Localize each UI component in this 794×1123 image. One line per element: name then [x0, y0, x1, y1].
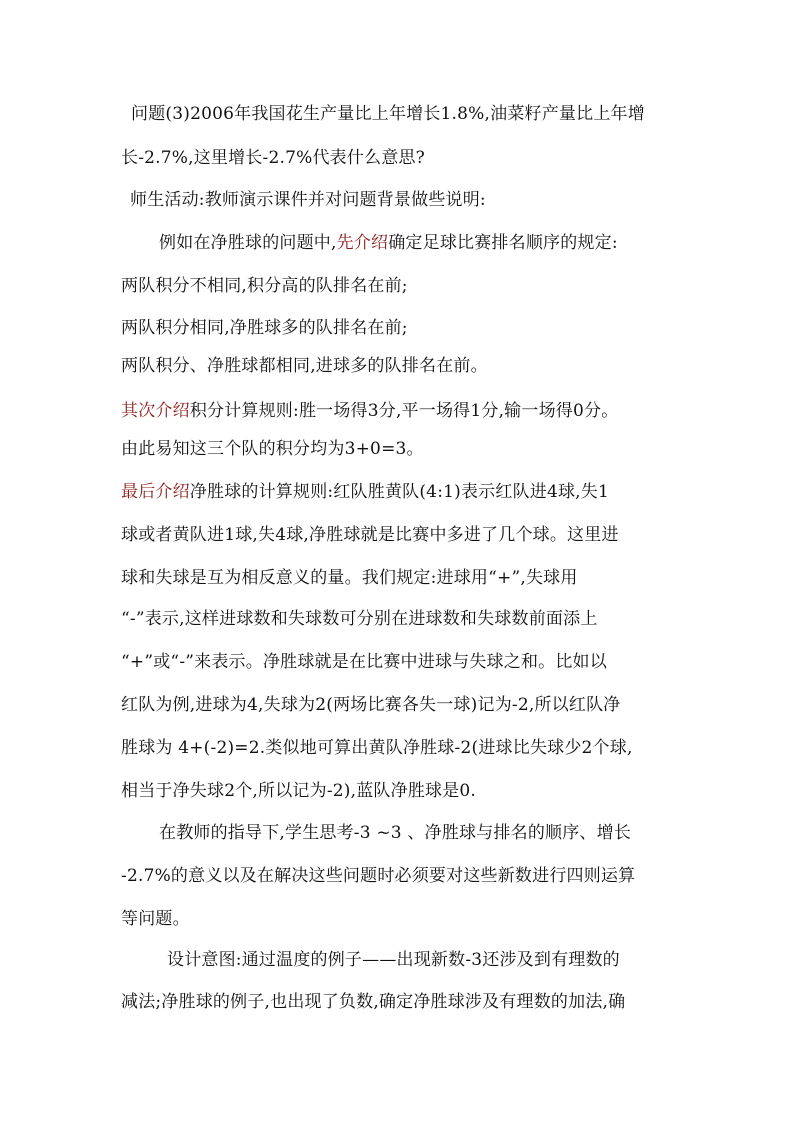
scoring-suffix: 积分计算规则:胜一场得3分,平一场得1分,输一场得0分。 — [189, 401, 619, 421]
scoring-line-1 — [121, 399, 618, 423]
design-line-1: 设计意图:通过温度的例子——出现新数-3还涉及到有理数的 — [167, 950, 620, 970]
thinking-line-2: -2.7%的意义以及在解决这些问题时必须要对这些新数进行四则运算 — [121, 866, 636, 886]
scoring-highlight: 其次介绍 — [121, 401, 190, 421]
example-intro-highlight: 先介绍 — [336, 233, 389, 253]
goal-diff-suffix: 净胜球的计算规则:红队胜黄队(4:1)表示红队进4球,失1 — [189, 482, 609, 502]
activity-line: 师生活动:教师演示课件并对问题背景做些说明: — [130, 190, 486, 210]
example-intro-line — [159, 231, 618, 255]
goal-diff-line-2: 球或者黄队进1球,失4球,净胜球就是比赛中多进了几个球。这里进 — [121, 525, 619, 545]
goal-diff-line-1 — [121, 480, 609, 504]
example-intro-suffix: 确定足球比赛排名顺序的规定: — [388, 233, 618, 253]
question3-line2: 长-2.7%,这里增长-2.7%代表什么意思? — [121, 148, 425, 168]
goal-diff-line-6: 红队为例,进球为4,失球为2(两场比赛各失一球)记为-2,所以红队净 — [121, 695, 621, 715]
rule-line-3: 两队积分、净胜球都相同,进球多的队排名在前。 — [121, 356, 488, 376]
question3-line1: 问题(3)2006年我国花生产量比上年增长1.8%,油菜籽产量比上年增 — [131, 104, 645, 124]
scoring-line-2: 由此易知这三个队的积分均为3+0=3。 — [121, 439, 424, 459]
thinking-line-3: 等问题。 — [121, 909, 190, 929]
goal-diff-line-4: “-”表示,这样进球数和失球数可分别在进球数和失球数前面添上 — [121, 609, 598, 629]
goal-diff-line-7: 胜球为 4+(-2)=2.类似地可算出黄队净胜球-2(进球比失球少2个球, — [121, 738, 633, 758]
goal-diff-line-8: 相当于净失球2个,所以记为-2),蓝队净胜球是0. — [121, 781, 477, 801]
example-intro-prefix: 例如在净胜球的问题中, — [159, 233, 337, 253]
rule-line-1: 两队积分不相同,积分高的队排名在前; — [121, 276, 408, 296]
rule-line-2: 两队积分相同,净胜球多的队排名在前; — [121, 318, 408, 338]
goal-diff-line-5: “+”或“-”来表示。净胜球就是在比赛中进球与失球之和。比如以 — [121, 652, 607, 672]
goal-diff-highlight: 最后介绍 — [121, 482, 190, 502]
thinking-line-1: 在教师的指导下,学生思考-3 ~3 、净胜球与排名的顺序、增长 — [159, 823, 632, 843]
design-line-2: 减法;净胜球的例子,也出现了负数,确定净胜球涉及有理数的加法,确 — [121, 992, 626, 1012]
goal-diff-line-3: 球和失球是互为相反意义的量。我们规定:进球用“+”,失球用 — [121, 568, 578, 588]
